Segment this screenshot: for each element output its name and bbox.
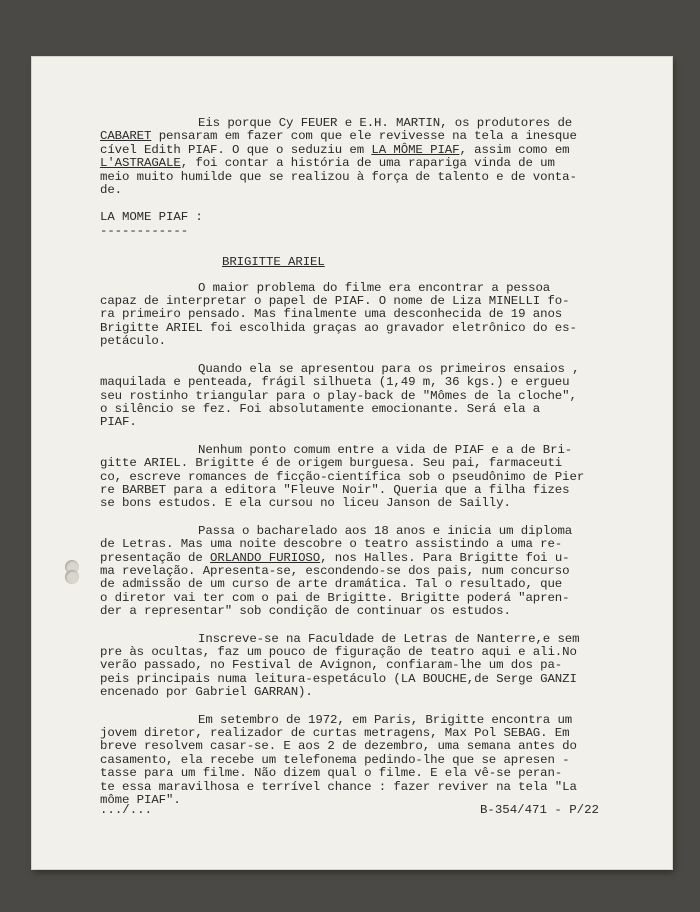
text-run: ra primeiro pensado. Mas finalmente uma desconhecida de 19 anos [100, 307, 563, 322]
text-line [100, 767, 640, 780]
text-line [100, 781, 640, 794]
text-line [100, 184, 640, 197]
text-line [100, 157, 640, 170]
paragraph [100, 714, 640, 808]
text-run: petáculo. [100, 334, 167, 349]
text-run: Passa o bacharelado aos 18 anos e inicia um diploma [198, 523, 573, 538]
text-run: encenado por Gabriel GARRAN). [100, 685, 313, 700]
text-run: seu rostinho triangular para o play-back de "Mômes de la cloche", [100, 388, 577, 403]
continuation-mark: .../... [100, 803, 153, 817]
text-line [100, 497, 640, 510]
text-run: , foi contar a história de uma rapariga vinda de um [180, 156, 555, 171]
text-run: casamento, ela recebe um telefonema pedindo-lhe que se apresen - [100, 752, 570, 767]
text-run: der a representar" sob condição de continuar os estudos. [100, 604, 511, 619]
page-reference: B-354/471 - P/22 [480, 803, 599, 817]
text-line [100, 605, 640, 618]
text-line [100, 714, 640, 727]
text-run: ma revelação. Apresenta-se, escondendo-se dos pais, num concurso [100, 563, 570, 578]
text-line [100, 363, 640, 376]
text-run: co, escreve romances de ficção-científica sob o pseudônimo de Pier [100, 469, 585, 484]
text-line [100, 390, 640, 403]
underlined-title: CABARET [100, 129, 152, 144]
text-run: Brigitte ARIEL foi escolhida graças ao gravador eletrônico do es- [100, 320, 577, 335]
text-line [100, 740, 640, 753]
text-run: o diretor vai ter com o pai de Brigitte. Brigitte poderá "apren- [100, 590, 570, 605]
text-line [100, 565, 640, 578]
text-line [100, 144, 640, 157]
paragraph [100, 444, 640, 511]
text-line [100, 117, 640, 130]
paragraph [100, 363, 640, 430]
text-run: peis principais numa leitura-espetáculo (LA BOUCHE,de Serge GANZI [100, 671, 577, 686]
text-run: , assim como em [459, 142, 570, 157]
text-run: , nos Halles. Para Brigitte foi u- [320, 550, 570, 565]
text-run: te essa maravilhosa e terrível chance : fazer reviver na tela "La [100, 779, 577, 794]
text-run: de Letras. Mas uma noite descobre o teatro assistindo a uma re- [100, 537, 563, 552]
text-run: jovem diretor, realizador de curtas metragens, Max Pol SEBAG. Em [100, 726, 570, 741]
text-line [100, 130, 640, 143]
text-line [100, 525, 640, 538]
paragraph [100, 117, 640, 197]
paragraph [100, 282, 640, 349]
text-run: se bons estudos. E ela cursou no liceu Janson de Sailly. [100, 496, 511, 511]
text-line [100, 295, 640, 308]
text-run: gitte ARIEL. Brigitte é de origem burguesa. Seu pai, farmaceuti [100, 456, 563, 471]
text-run: Em setembro de 1972, em Paris, Brigitte encontra um [198, 712, 573, 727]
text-run: môme PIAF". [100, 793, 181, 808]
text-run: PIAF. [100, 415, 137, 430]
text-run: de admissão de um curso de arte dramática. Tal o resultado, que [100, 577, 563, 592]
document-body [100, 117, 640, 821]
text-run: cível Edith PIAF. O que o seduziu em [100, 142, 372, 157]
underlined-title: LA MÔME PIAF [371, 142, 460, 157]
text-run: tasse para um filme. Não dizem qual o filme. E ela vê-se peran- [100, 766, 563, 781]
text-line [100, 335, 640, 348]
text-line [100, 578, 640, 591]
section-heading: LA MOME PIAF : [100, 210, 203, 225]
paragraph [100, 633, 640, 700]
text-run: Eis porque Cy FEUER e E.H. MARTIN, os produtores de [198, 116, 573, 130]
section-underline-rule: ------------ [100, 223, 189, 238]
text-line [100, 403, 640, 416]
text-line [100, 673, 640, 686]
text-run: pensaram em fazer com que ele revivesse na tela a inesque [151, 129, 577, 144]
text-line [100, 471, 640, 484]
text-line [100, 282, 640, 295]
underlined-title: L'ASTRAGALE [100, 156, 181, 171]
text-line [100, 308, 640, 321]
text-line [100, 727, 640, 740]
text-line [100, 754, 640, 767]
text-run: Inscreve-se na Faculdade de Letras de Nanterre,e sem [198, 631, 580, 646]
text-line [100, 484, 640, 497]
text-run: o silêncio se fez. Foi absolutamente emocionante. Será ela a [100, 401, 541, 416]
text-run: presentação de [100, 550, 211, 565]
text-run: meio muito humilde que se realizou à força de talento e de vonta- [100, 169, 577, 184]
text-run: maquilada e penteada, frágil silhueta (1,49 m, 36 kgs.) e ergueu [100, 375, 570, 390]
text-line [100, 552, 640, 565]
text-line [100, 633, 640, 646]
text-line [100, 659, 640, 672]
text-line [100, 322, 640, 335]
text-line [100, 416, 640, 429]
text-line [100, 686, 640, 699]
text-run: breve resolvem casar-se. E aos 2 de dezembro, uma semana antes do [100, 739, 577, 754]
subtitle: BRIGITTE ARIEL [222, 255, 325, 270]
punch-hole [65, 570, 79, 584]
text-line [100, 592, 640, 605]
text-line [100, 646, 640, 659]
text-run: verão passado, no Festival de Avignon, confiaram-lhe um dos pa- [100, 658, 563, 673]
text-run: Nenhum ponto comum entre a vida de PIAF e a de Bri- [198, 442, 573, 457]
text-run: de. [100, 183, 123, 198]
text-line [100, 171, 640, 184]
text-line [100, 457, 640, 470]
text-line [100, 444, 640, 457]
text-run: Quando ela se apresentou para os primeiros ensaios , [198, 361, 580, 376]
text-line [100, 538, 640, 551]
text-run: O maior problema do filme era encontrar a pessoa [198, 280, 551, 295]
paragraph [100, 525, 640, 619]
underlined-title: ORLANDO FURIOSO [210, 550, 321, 565]
text-run: capaz de interpretar o papel de PIAF. O nome de Liza MINELLI fo- [100, 294, 570, 309]
text-run: re BARBET para a editora "Fleuve Noir". Queria que a filha fizes [100, 482, 570, 497]
text-line [100, 376, 640, 389]
document-page [32, 57, 672, 869]
text-run: pre às ocultas, faz um pouco de figuração de teatro aqui e ali.No [100, 645, 577, 659]
